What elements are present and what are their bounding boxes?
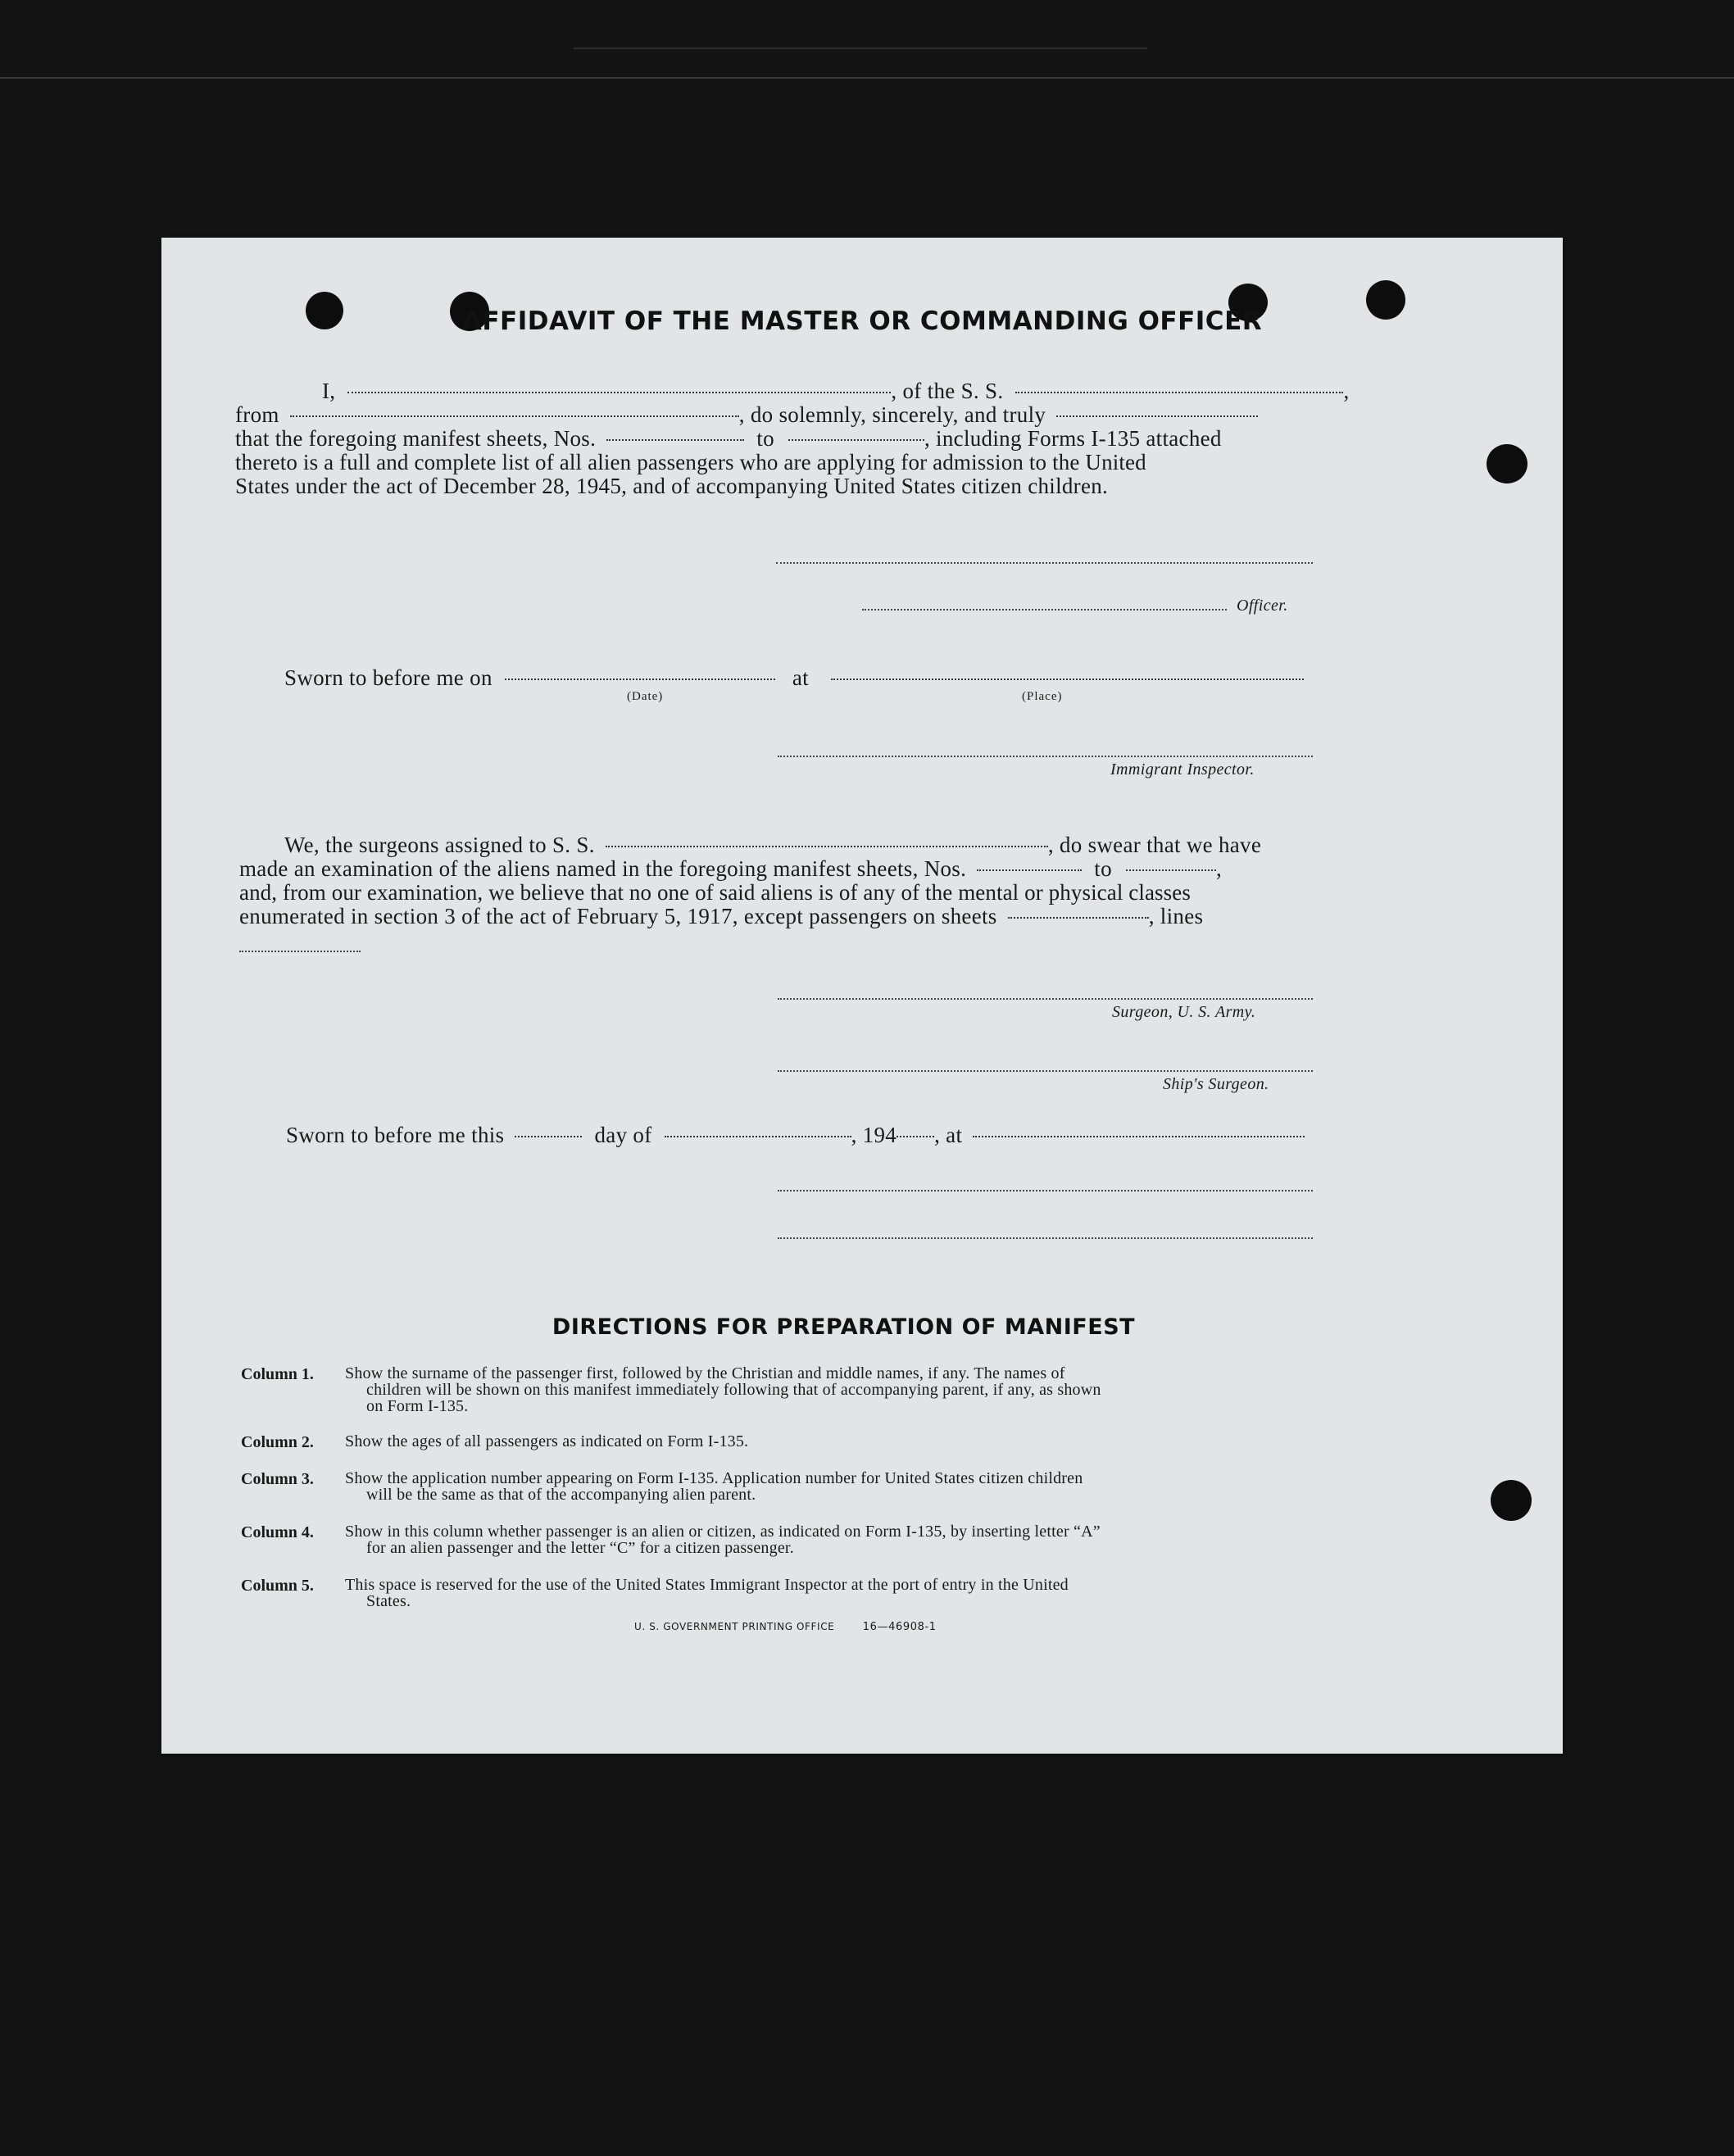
column-5-line-2: States. [366, 1592, 411, 1610]
oath-field[interactable] [1056, 415, 1258, 417]
surgeons-line-2 [239, 856, 1222, 881]
text-year-prefix: , 194 [851, 1123, 897, 1147]
surgeons-line-3: and, from our examination, we believe that no one of said aliens is of any of the mental or physical classes [239, 880, 1191, 905]
text-solemnly: , do solemnly, sincerely, and truly [738, 402, 1046, 427]
text-enumerated: enumerated in section 3 of the act of February 5, 1917, except passengers on sheets [239, 904, 997, 928]
column-1-line-2: children will be shown on this manifest immediately following that of accompanying parent, if any, as shown [366, 1381, 1101, 1399]
affidavit-line-4: thereto is a full and complete list of all alien passengers who are applying for admission to the United [235, 450, 1146, 474]
text-comma: , [1343, 379, 1350, 403]
punch-hole [1491, 1480, 1532, 1521]
inspector-signature-line[interactable] [778, 756, 1313, 757]
column-5-text [345, 1577, 1423, 1609]
sworn-before-line [284, 665, 1304, 690]
text-comma: , [1215, 856, 1223, 881]
exam-sheets-from-field[interactable] [977, 869, 1082, 871]
column-1-line-3: on Form I-135. [366, 1397, 469, 1415]
column-5-line-1: This space is reserved for the use of the United States Immigrant Inspector at the port of entry in the United [345, 1576, 1069, 1594]
form-number: 16—46908-1 [862, 1621, 937, 1633]
ship-name-field[interactable] [1015, 391, 1343, 393]
column-2-text [345, 1433, 1423, 1450]
army-surgeon-caption: Surgeon, U. S. Army. [1112, 1003, 1256, 1021]
sworn-this-day-line [286, 1123, 1305, 1147]
text-lines: , lines [1148, 904, 1204, 928]
except-lines-field[interactable] [239, 951, 361, 952]
officer-caption: Officer. [1237, 597, 1288, 615]
except-sheets-field[interactable] [1008, 916, 1149, 919]
ship-surgeon-signature-line[interactable] [778, 1070, 1313, 1072]
sworn-place-field[interactable] [831, 678, 1304, 680]
text-do-swear: , do swear that we have [1047, 833, 1262, 857]
column-5-label: Column 5. [241, 1577, 314, 1595]
column-3-line-2: will be the same as that of the accompanying alien parent. [366, 1486, 756, 1504]
affidavit-line-2 [235, 402, 1258, 427]
ship-surgeon-caption: Ship's Surgeon. [1163, 1075, 1269, 1093]
text-manifest-sheets: that the foregoing manifest sheets, Nos. [235, 426, 597, 451]
text-at: at [792, 665, 809, 690]
text-to: to [1094, 856, 1112, 881]
column-3-label: Column 3. [241, 1470, 314, 1488]
sworn-day-field[interactable] [515, 1135, 582, 1137]
column-1-line-1: Show the surname of the passenger first, followed by the Christian and middle names, if any. The names of [345, 1364, 1065, 1382]
affidavit-line-1 [279, 379, 1350, 403]
master-name-field[interactable] [347, 391, 891, 393]
text-of-ss: , of the S. S. [891, 379, 1004, 403]
column-3-text [345, 1470, 1423, 1503]
text-surgeons-assigned: We, the surgeons assigned to S. S. [284, 833, 595, 857]
text-to: to [756, 426, 774, 451]
scan-artifact-line [0, 77, 1734, 79]
inspector-caption: Immigrant Inspector. [1110, 760, 1255, 778]
punch-hole [1487, 444, 1527, 483]
surgeons-line-4 [239, 904, 1203, 928]
text-sworn-this: Sworn to before me this [286, 1123, 505, 1147]
sheets-from-field[interactable] [606, 438, 744, 441]
sworn-place-field-2[interactable] [973, 1135, 1305, 1137]
text-examination: made an examination of the aliens named in the foregoing manifest sheets, Nos. [239, 856, 967, 881]
column-4-line-2: for an alien passenger and the letter “C” for a citizen passenger. [366, 1539, 794, 1557]
sworn-month-field[interactable] [665, 1135, 851, 1137]
date-caption: (Date) [627, 690, 664, 703]
document-page [161, 238, 1563, 1754]
column-3-line-1: Show the application number appearing on Form I-135. Application number for United States citizen children [345, 1469, 1083, 1487]
text-day-of: day of [594, 1123, 652, 1147]
column-1-text [345, 1365, 1423, 1414]
text-sworn: Sworn to before me on [284, 665, 493, 690]
from-port-field[interactable] [290, 415, 739, 417]
scan-artifact-line [574, 48, 1147, 49]
column-4-line-1: Show in this column whether passenger is an alien or citizen, as indicated on Form I-135, by inserting letter “A” [345, 1523, 1101, 1541]
exam-sheets-to-field[interactable] [1126, 869, 1216, 871]
officer-signature-line[interactable] [862, 609, 1227, 610]
text-including: , including Forms I-135 attached [924, 426, 1222, 451]
affidavit-title: AFFIDAVIT OF THE MASTER OR COMMANDING OFFICER [461, 306, 1263, 336]
surgeons-ship-field[interactable] [606, 845, 1048, 847]
directions-title: DIRECTIONS FOR PREPARATION OF MANIFEST [552, 1314, 1136, 1340]
column-2-line-1: Show the ages of all passengers as indicated on Form I-135. [345, 1432, 749, 1450]
sworn-signature-line-1[interactable] [778, 1190, 1313, 1191]
sworn-signature-line-2[interactable] [778, 1237, 1313, 1239]
text-I: I, [322, 379, 336, 403]
affidavit-line-3 [235, 426, 1222, 451]
sworn-year-field[interactable] [897, 1135, 934, 1137]
printer-name: U. S. GOVERNMENT PRINTING OFFICE [634, 1621, 835, 1632]
column-1-label: Column 1. [241, 1365, 314, 1383]
column-4-text [345, 1523, 1423, 1556]
text-at: , at [934, 1123, 963, 1147]
column-2-label: Column 2. [241, 1433, 314, 1451]
text-from: from [235, 402, 279, 427]
surgeons-line-1 [284, 833, 1261, 857]
army-surgeon-signature-line[interactable] [778, 998, 1313, 1000]
sworn-date-field[interactable] [505, 678, 775, 680]
place-caption: (Place) [1022, 690, 1063, 703]
affidavit-line-5: States under the act of December 28, 1945, and of accompanying United States citizen children. [235, 474, 1109, 498]
master-signature-line[interactable] [776, 562, 1313, 564]
printer-imprint [634, 1621, 937, 1633]
sheets-to-field[interactable] [788, 438, 924, 441]
column-4-label: Column 4. [241, 1523, 314, 1541]
